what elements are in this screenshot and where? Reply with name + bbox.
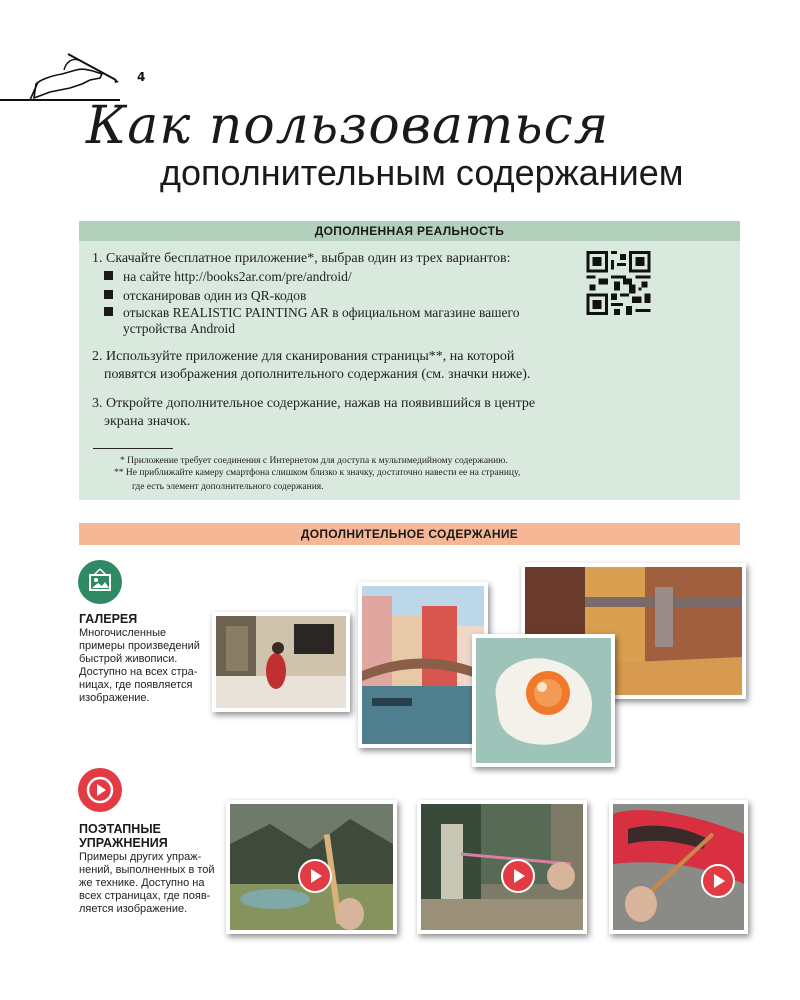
exercise-video-car[interactable] xyxy=(609,800,748,934)
ar-bullet: отсканировав один из QR-кодов xyxy=(104,287,306,304)
picture-frame-icon xyxy=(78,560,122,604)
gallery-image-venice xyxy=(358,582,488,748)
play-icon[interactable] xyxy=(701,864,735,898)
exercise-video-landscape[interactable] xyxy=(226,800,397,934)
qr-code[interactable] xyxy=(584,251,653,315)
ar-bullet-continuation: устройства Android xyxy=(123,321,235,336)
gallery-title: ГАЛЕРЕЯ xyxy=(79,612,138,626)
footnote-2: ** Не приближайте камеру смартфона слишком близко к значку, достаточно навести ее на страницу, xyxy=(114,468,521,478)
ar-bullet: на сайте http://books2ar.com/pre/android/ xyxy=(104,268,352,285)
ar-step-3: 3. Откройте дополнительное содержание, нажав на появившийся в центре экрана значок. xyxy=(92,396,536,429)
page-title-sans: дополнительным содержанием xyxy=(160,152,684,193)
page-title-script: Как пользоваться xyxy=(86,96,610,156)
ar-bullet: отыскав REALISTIC PAINTING AR в официальном магазине вашего xyxy=(104,304,519,321)
bullet-square-icon xyxy=(104,307,113,316)
play-icon xyxy=(78,768,122,812)
exercises-title: ПОЭТАПНЫЕ УПРАЖНЕНИЯ xyxy=(79,822,168,850)
extra-section-heading: ДОПОЛНИТЕЛЬНОЕ СОДЕРЖАНИЕ xyxy=(79,523,740,545)
gallery-description: Многочисленные примеры произведений быстрой живописи. Доступно на всех стра- ницах, где появляется изображение. xyxy=(79,627,200,704)
play-icon[interactable] xyxy=(298,859,332,893)
ar-step-2: 2. Используйте приложение для сканирования страницы**, на которой появятся изображения дополнительного содержания (см. значки ниже). xyxy=(92,349,531,382)
ar-section-heading: ДОПОЛНЕННАЯ РЕАЛЬНОСТЬ xyxy=(79,221,740,241)
page-number: 4 xyxy=(137,70,146,84)
bullet-square-icon xyxy=(104,271,113,280)
gallery-image-bedroom xyxy=(212,612,350,712)
bullet-square-icon xyxy=(104,290,113,299)
exercises-description: Примеры других упраж- нений, выполненных в той же технике. Доступно на всех страницах, где появ- ляется изображение. xyxy=(79,851,215,915)
play-icon[interactable] xyxy=(501,859,535,893)
gallery-image-fried-egg xyxy=(472,634,615,767)
footnote-2-continuation: где есть элемент дополнительного содержания. xyxy=(132,482,324,492)
hand-with-pen-icon xyxy=(20,40,120,102)
ar-step-1: 1. Скачайте бесплатное приложение*, выбрав один из трех вариантов: xyxy=(92,251,511,266)
footnote-1: * Приложение требует соединения с Интернетом для доступа к мультимедийному содержанию. xyxy=(120,456,508,466)
footnote-rule xyxy=(93,448,173,449)
exercise-video-building[interactable] xyxy=(417,800,587,934)
